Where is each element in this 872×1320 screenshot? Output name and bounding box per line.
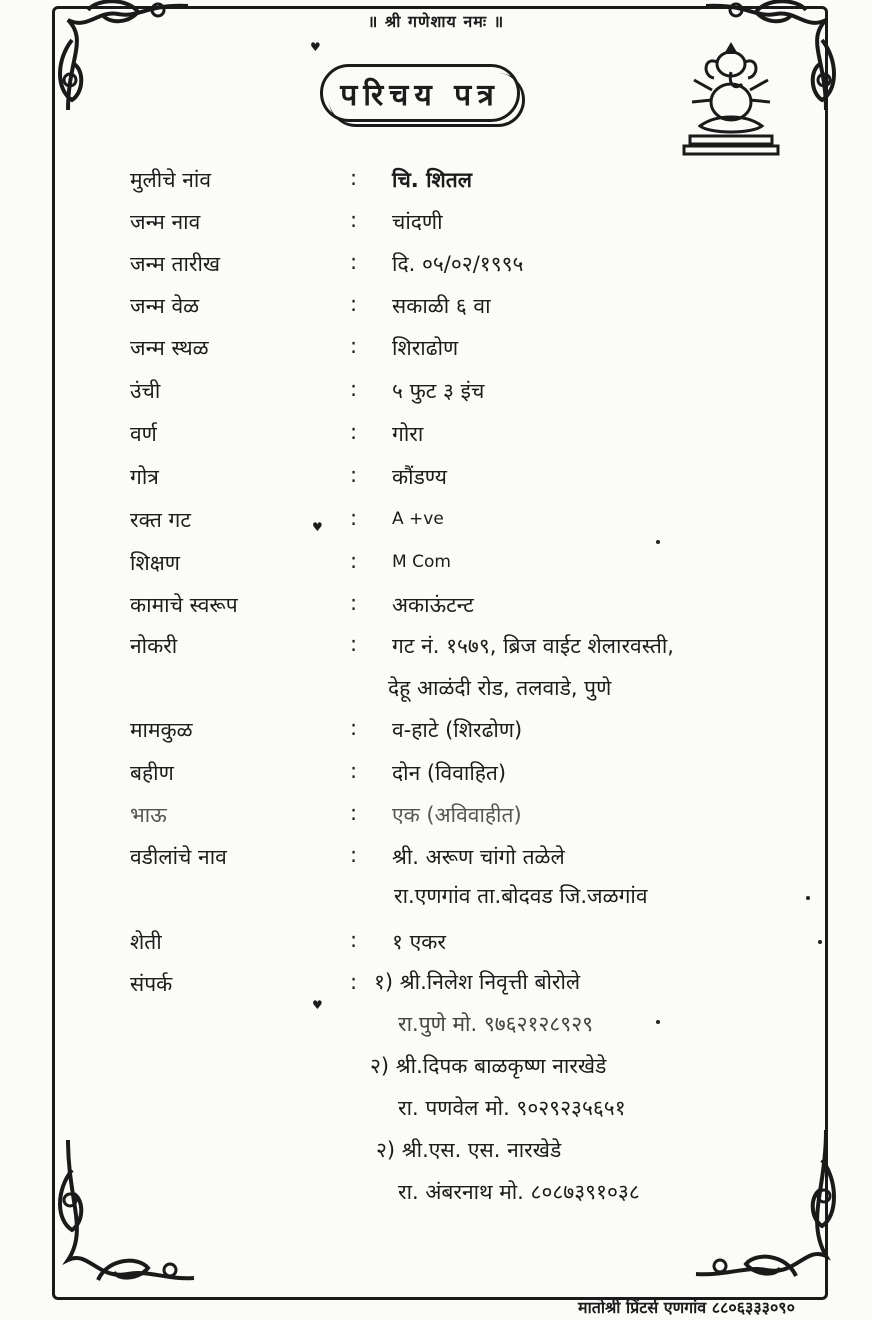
field-row <box>0 801 872 841</box>
field-label: शेती <box>130 930 162 954</box>
contact-line: रा. पणवेल मो. ९०२९२३५६५१ <box>398 1096 626 1120</box>
field-row <box>0 759 872 799</box>
field-value: गट नं. १५७९, ब्रिज वाईट शेलारवस्ती, <box>392 634 674 658</box>
heart-icon: ♥ <box>310 40 321 54</box>
field-row <box>0 928 872 968</box>
ink-dot <box>656 1020 660 1024</box>
field-row <box>0 166 872 206</box>
field-value: एक (अविवाहीत) <box>392 803 522 827</box>
field-row <box>0 591 872 631</box>
field-row <box>0 463 872 503</box>
field-row <box>0 420 872 460</box>
field-value: कौंडण्य <box>392 465 447 489</box>
field-value: १ एकर <box>392 930 446 954</box>
ink-dot <box>656 540 660 544</box>
ganesha-icon <box>676 40 786 160</box>
field-value: अकाऊंटन्ट <box>392 593 474 617</box>
field-label: जन्म वेळ <box>130 294 200 318</box>
field-row <box>0 549 872 589</box>
field-colon: : <box>350 843 358 867</box>
field-label: उंची <box>130 379 161 403</box>
field-label: गोत्र <box>130 465 159 489</box>
corner-ornament-bottom-right <box>690 1130 836 1290</box>
field-value: चांदणी <box>392 210 443 234</box>
field-label: जन्म नाव <box>130 210 201 234</box>
contact-label: संपर्क <box>130 972 173 996</box>
father-address-line: रा.एणगांव ता.बोदवड जि.जळगांव <box>394 884 648 908</box>
field-colon: : <box>350 250 358 274</box>
field-colon: : <box>350 591 358 615</box>
field-value: दोन (विवाहित) <box>392 761 507 785</box>
ink-dot <box>818 940 822 944</box>
field-colon: : <box>350 463 358 487</box>
field-value: व-हाटे (शिरढोण) <box>392 718 523 742</box>
contact-line: रा.पुणे मो. ९७६२१२८९२९ <box>398 1012 594 1036</box>
field-label: मामकुळ <box>130 718 193 742</box>
printer-credit: मातोश्री प्रिंटर्स एणगांव ८८०६३३३०९० <box>578 1298 795 1317</box>
field-row <box>0 506 872 546</box>
field-row <box>0 292 872 332</box>
ink-dot <box>806 896 810 900</box>
field-colon: : <box>350 549 358 573</box>
naukri-address-line: देहू आळंदी रोड, तलवाडे, पुणे <box>388 676 612 700</box>
field-colon: : <box>350 801 358 825</box>
field-colon: : <box>350 632 358 656</box>
field-row <box>0 208 872 248</box>
field-row <box>0 716 872 756</box>
field-colon: : <box>350 506 358 530</box>
field-row <box>0 843 872 883</box>
page-title <box>320 64 520 122</box>
heart-icon: ♥ <box>312 520 323 534</box>
field-value: M Com <box>392 552 451 572</box>
field-value: चि. शितल <box>392 168 472 192</box>
field-value: सकाळी ६ वा <box>392 294 491 318</box>
field-row <box>0 334 872 374</box>
corner-ornament-bottom-left <box>58 1140 198 1290</box>
field-row <box>0 250 872 290</box>
field-colon: : <box>350 377 358 401</box>
field-label: वडीलांचे नाव <box>130 845 227 869</box>
heart-icon: ♥ <box>312 998 323 1012</box>
field-colon: : <box>350 208 358 232</box>
contact-line: रा. अंबरनाथ मो. ८०८७३९१०३८ <box>398 1180 640 1204</box>
field-label: कामाचे स्वरूप <box>130 593 238 617</box>
field-row <box>0 377 872 417</box>
field-colon: : <box>350 292 358 316</box>
field-colon: : <box>350 420 358 444</box>
field-colon: : <box>350 759 358 783</box>
field-label: वर्ण <box>130 422 157 446</box>
contact-line: २) श्री.एस. एस. नारखेडे <box>376 1138 562 1162</box>
field-label: जन्म तारीख <box>130 252 221 276</box>
field-colon: : <box>350 334 358 358</box>
contact-line: १) श्री.निलेश निवृत्ती बोरोले <box>374 970 581 994</box>
field-value: दि. ०५/०२/१९९५ <box>392 252 524 276</box>
field-label: शिक्षण <box>130 551 180 575</box>
field-colon: : <box>350 970 358 994</box>
field-row <box>0 632 872 672</box>
field-label: भाऊ <box>130 803 167 827</box>
field-label: रक्त गट <box>130 508 191 532</box>
field-label: बहीण <box>130 761 174 785</box>
field-label: नोकरी <box>130 634 178 658</box>
contact-line: २) श्री.दिपक बाळकृष्ण नारखेडे <box>370 1054 607 1078</box>
field-colon: : <box>350 166 358 190</box>
field-value: ५ फुट ३ इंच <box>392 379 485 403</box>
field-colon: : <box>350 928 358 952</box>
field-value: A +ve <box>392 509 444 529</box>
field-label: मुलीचे नांव <box>130 168 212 192</box>
page-title-text: परिचय पत्र <box>340 77 500 113</box>
field-value: श्री. अरूण चांगो तळेले <box>392 845 565 869</box>
field-label: जन्म स्थळ <box>130 336 209 360</box>
invocation-text: ॥ श्री गणेशाय नमः ॥ <box>367 12 505 31</box>
field-colon: : <box>350 716 358 740</box>
field-value: गोरा <box>392 422 424 446</box>
field-value: शिराढोण <box>392 336 459 360</box>
